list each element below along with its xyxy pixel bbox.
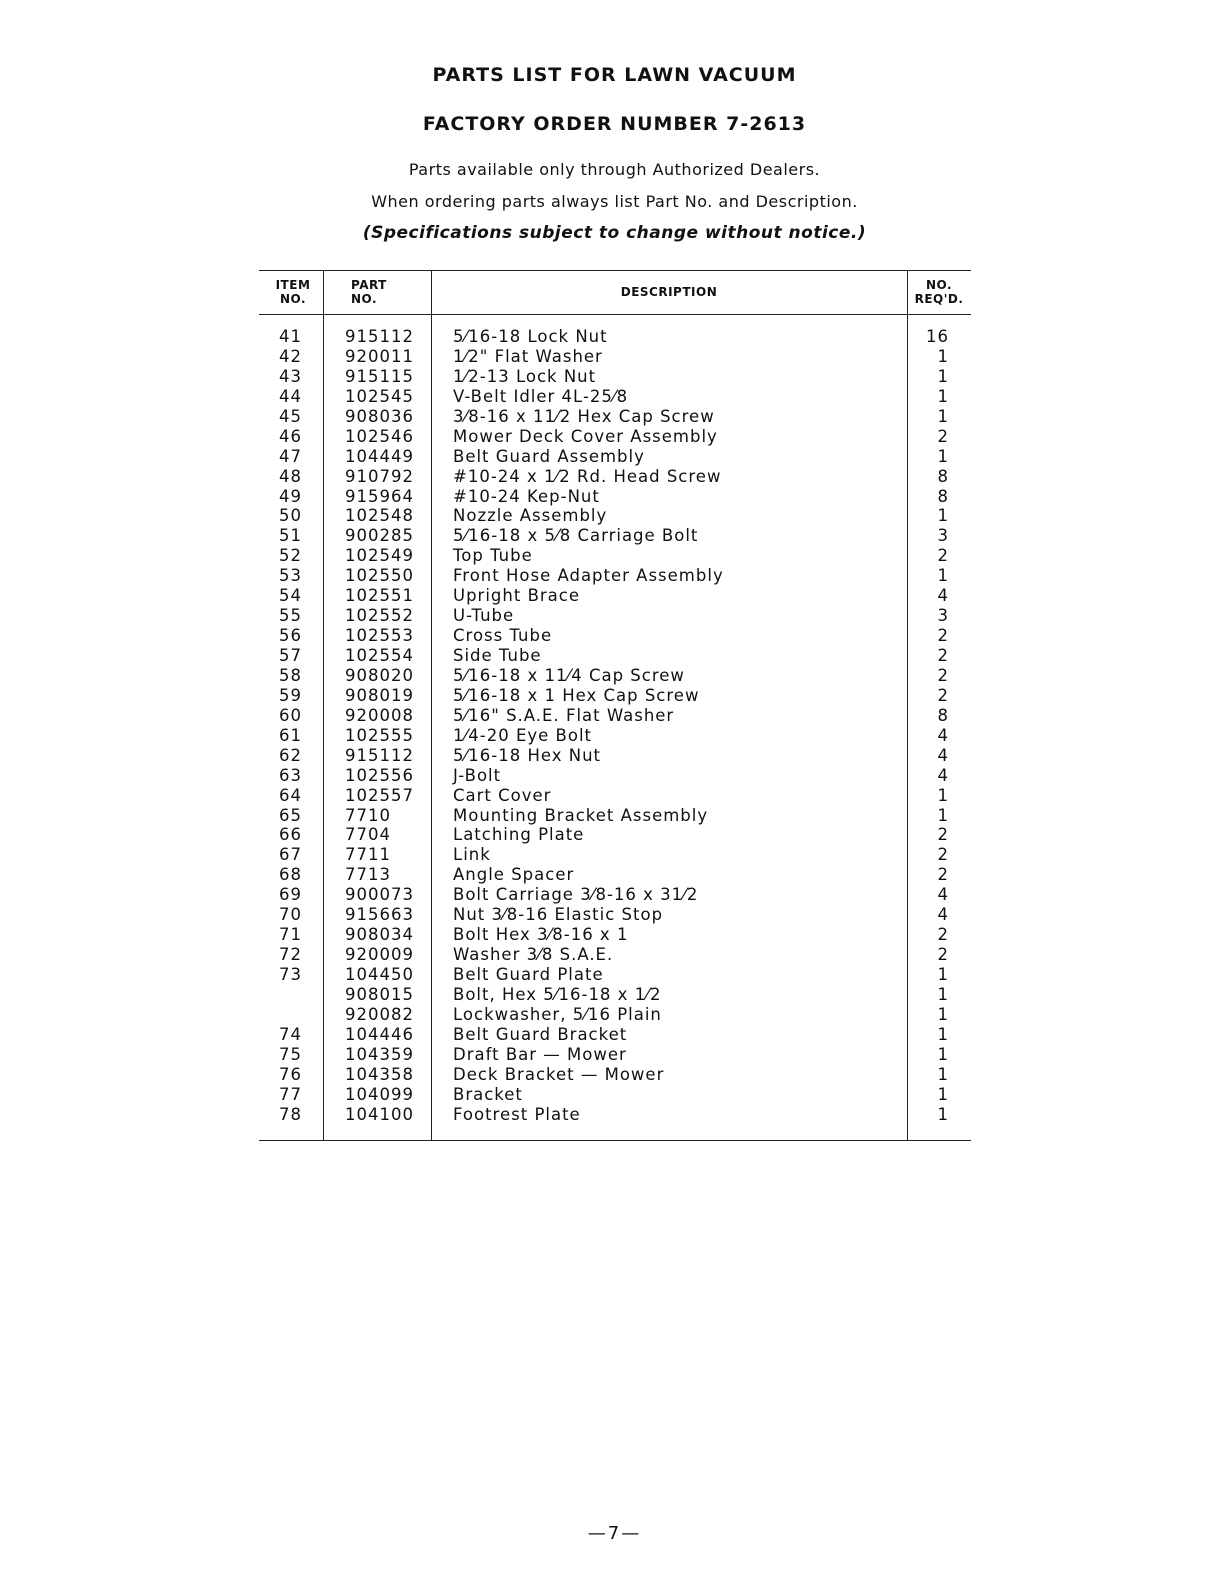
item-no-cell: 49 — [279, 486, 302, 506]
header-item-no: ITEM NO. — [275, 278, 311, 306]
part-no-cell: 915663 — [345, 905, 414, 925]
table-row — [259, 985, 971, 1005]
item-no-cell: 50 — [279, 506, 302, 526]
dealer-note: Parts available only through Authorized Dealers. — [408, 160, 821, 179]
table-row — [259, 865, 971, 885]
qty-cell: 8 — [937, 705, 949, 725]
item-no-cell: 73 — [279, 965, 302, 984]
part-no-cell: 104099 — [345, 1084, 414, 1104]
header-part-no: PART NO. — [351, 278, 387, 306]
table-row — [259, 706, 971, 726]
table-row — [259, 447, 971, 467]
table-row — [259, 467, 971, 487]
table-row — [259, 1025, 971, 1045]
qty-cell: 16 — [926, 327, 949, 346]
table-row — [259, 546, 971, 566]
page-title: PARTS LIST FOR LAWN VACUUM — [432, 64, 797, 86]
description-cell: 5⁄16-18 Hex Nut — [453, 745, 601, 765]
item-no-cell: 45 — [279, 406, 302, 426]
description-cell: Mower Deck Cover Assembly — [453, 426, 718, 446]
part-no-cell: 102554 — [345, 646, 414, 665]
part-no-cell: 104100 — [345, 1104, 414, 1124]
item-no-cell: 51 — [279, 526, 302, 546]
qty-cell: 2 — [937, 825, 949, 845]
item-no-cell: 63 — [279, 765, 302, 785]
description-cell: U-Tube — [453, 606, 515, 626]
description-cell: J-Bolt — [453, 765, 502, 785]
description-cell: 5⁄16-18 x 5⁄8 Carriage Bolt — [453, 526, 699, 546]
qty-cell: 2 — [937, 646, 949, 665]
description-cell: #10-24 Kep-Nut — [453, 486, 600, 506]
description-cell: Link — [453, 845, 491, 865]
item-no-cell: 64 — [279, 785, 302, 805]
description-cell: Bolt Carriage 3⁄8-16 x 31⁄2 — [453, 885, 699, 905]
description-cell: 1⁄2" Flat Washer — [453, 346, 603, 366]
item-no-cell: 70 — [279, 905, 302, 925]
item-no-cell: 60 — [279, 705, 302, 725]
part-no-cell: 900285 — [345, 526, 414, 546]
description-cell: 5⁄16-18 x 1 Hex Cap Screw — [453, 685, 700, 705]
part-no-cell: 102553 — [345, 626, 414, 646]
qty-cell: 1 — [937, 805, 949, 825]
item-no-cell: 54 — [279, 586, 302, 606]
description-cell: Belt Guard Assembly — [453, 446, 645, 466]
table-row — [259, 646, 971, 666]
item-no-cell: 52 — [279, 546, 302, 566]
qty-cell: 2 — [937, 665, 949, 685]
table-row — [259, 1105, 971, 1125]
part-no-cell: 104359 — [345, 1044, 414, 1064]
qty-cell: 2 — [937, 546, 949, 566]
description-cell: Deck Bracket — Mower — [453, 1064, 665, 1084]
qty-cell: 4 — [937, 745, 949, 765]
item-no-cell: 61 — [279, 725, 302, 745]
qty-cell: 2 — [937, 925, 949, 945]
item-no-cell: 72 — [279, 945, 302, 965]
part-no-cell: 102548 — [345, 506, 414, 526]
ordering-note: When ordering parts always list Part No. and Description. — [371, 192, 858, 211]
table-row — [259, 825, 971, 845]
description-cell: Washer 3⁄8 S.A.E. — [453, 945, 614, 965]
parts-rows — [259, 327, 971, 1125]
qty-cell: 2 — [937, 845, 949, 865]
item-no-cell: 75 — [279, 1044, 302, 1064]
description-cell: Top Tube — [453, 546, 533, 566]
qty-cell: 4 — [937, 725, 949, 745]
table-row — [259, 487, 971, 507]
parts-table — [259, 270, 971, 1142]
item-no-cell: 68 — [279, 865, 302, 885]
part-no-cell: 102556 — [345, 765, 414, 785]
item-no-cell: 74 — [279, 1024, 302, 1044]
table-row — [259, 806, 971, 826]
table-header-rule — [259, 314, 971, 315]
part-no-cell: 102551 — [345, 586, 414, 606]
item-no-cell: 53 — [279, 566, 302, 586]
description-cell: Upright Brace — [453, 586, 581, 606]
table-row — [259, 746, 971, 766]
description-cell: Cross Tube — [453, 626, 553, 646]
qty-cell: 8 — [937, 486, 949, 506]
item-no-cell: 62 — [279, 745, 302, 765]
part-no-cell: 908036 — [345, 406, 414, 426]
part-no-cell: 908015 — [345, 984, 414, 1004]
part-no-cell: 915112 — [345, 327, 414, 346]
table-bottom-rule — [259, 1140, 971, 1141]
part-no-cell: 104358 — [345, 1064, 414, 1084]
item-no-cell: 42 — [279, 346, 302, 366]
qty-cell: 4 — [937, 885, 949, 905]
qty-cell: 1 — [937, 1104, 949, 1124]
header-description: DESCRIPTION — [620, 285, 718, 299]
item-no-cell: 43 — [279, 366, 302, 386]
qty-cell: 1 — [937, 984, 949, 1004]
part-no-cell: 920011 — [345, 346, 414, 366]
part-no-cell: 915115 — [345, 366, 414, 386]
table-row — [259, 506, 971, 526]
part-no-cell: 920009 — [345, 945, 414, 965]
item-no-cell: 56 — [279, 626, 302, 646]
part-no-cell: 102549 — [345, 546, 414, 566]
description-cell: Bolt, Hex 5⁄16-18 x 1⁄2 — [453, 984, 662, 1004]
table-row — [259, 766, 971, 786]
item-no-cell: 76 — [279, 1064, 302, 1084]
description-cell: Nozzle Assembly — [453, 506, 608, 526]
qty-cell: 4 — [937, 765, 949, 785]
part-no-cell: 104450 — [345, 965, 414, 984]
item-no-cell: 57 — [279, 646, 302, 665]
part-no-cell: 102545 — [345, 386, 414, 406]
description-cell: Mounting Bracket Assembly — [453, 805, 709, 825]
description-cell: Belt Guard Bracket — [453, 1024, 628, 1044]
qty-cell: 2 — [937, 426, 949, 446]
table-row — [259, 845, 971, 865]
part-no-cell: 908034 — [345, 925, 414, 945]
item-no-cell: 41 — [279, 327, 302, 346]
qty-cell: 3 — [937, 526, 949, 546]
description-cell: Front Hose Adapter Assembly — [453, 566, 724, 586]
qty-cell: 1 — [937, 446, 949, 466]
table-row — [259, 367, 971, 387]
part-no-cell: 102555 — [345, 725, 414, 745]
item-no-cell: 44 — [279, 386, 302, 406]
qty-cell: 2 — [937, 945, 949, 965]
page-number: —7— — [587, 1523, 642, 1544]
table-row — [259, 427, 971, 447]
description-cell: Draft Bar — Mower — [453, 1044, 627, 1064]
table-row — [259, 965, 971, 985]
description-cell: Cart Cover — [453, 785, 552, 805]
part-no-cell: 915112 — [345, 745, 414, 765]
factory-order-number: FACTORY ORDER NUMBER 7-2613 — [422, 113, 807, 135]
part-no-cell: 920008 — [345, 705, 414, 725]
part-no-cell: 102546 — [345, 426, 414, 446]
description-cell: 1⁄2-13 Lock Nut — [453, 366, 597, 386]
part-no-cell: 102557 — [345, 785, 414, 805]
part-no-cell: 908019 — [345, 685, 414, 705]
part-no-cell: 915964 — [345, 486, 414, 506]
qty-cell: 3 — [937, 606, 949, 626]
table-row — [259, 526, 971, 546]
part-no-cell: 104449 — [345, 446, 414, 466]
description-cell: V-Belt Idler 4L-25⁄8 — [453, 386, 629, 406]
description-cell: Nut 3⁄8-16 Elastic Stop — [453, 905, 664, 925]
description-cell: #10-24 x 1⁄2 Rd. Head Screw — [453, 466, 722, 486]
part-no-cell: 7713 — [345, 865, 391, 885]
table-row — [259, 626, 971, 646]
part-no-cell: 910792 — [345, 466, 414, 486]
qty-cell: 1 — [937, 366, 949, 386]
qty-cell: 1 — [937, 506, 949, 526]
item-no-cell: 46 — [279, 426, 302, 446]
description-cell: 5⁄16" S.A.E. Flat Washer — [453, 705, 675, 725]
item-no-cell: 77 — [279, 1084, 302, 1104]
item-no-cell: 67 — [279, 845, 302, 865]
part-no-cell: 7710 — [345, 805, 391, 825]
qty-cell: 2 — [937, 865, 949, 885]
item-no-cell: 55 — [279, 606, 302, 626]
item-no-cell: 66 — [279, 825, 302, 845]
description-cell: Bracket — [453, 1084, 523, 1104]
description-cell: 1⁄4-20 Eye Bolt — [453, 725, 592, 745]
qty-cell: 1 — [937, 386, 949, 406]
table-row — [259, 1065, 971, 1085]
qty-cell: 1 — [937, 1064, 949, 1084]
item-no-cell: 48 — [279, 466, 302, 486]
table-row — [259, 586, 971, 606]
part-no-cell: 102550 — [345, 566, 414, 586]
table-row — [259, 905, 971, 925]
table-row — [259, 407, 971, 427]
table-row — [259, 786, 971, 806]
part-no-cell: 908020 — [345, 665, 414, 685]
table-row — [259, 347, 971, 367]
table-row — [259, 387, 971, 407]
table-row — [259, 1045, 971, 1065]
part-no-cell: 104446 — [345, 1024, 414, 1044]
description-cell: Belt Guard Plate — [453, 965, 604, 984]
header-no-reqd: NO. REQ'D. — [914, 278, 964, 306]
specifications-note: (Specifications subject to change without notice.) — [362, 223, 867, 243]
table-row — [259, 686, 971, 706]
qty-cell: 1 — [937, 566, 949, 586]
table-row — [259, 606, 971, 626]
item-no-cell: 69 — [279, 885, 302, 905]
table-row — [259, 566, 971, 586]
item-no-cell: 47 — [279, 446, 302, 466]
table-top-rule — [259, 270, 971, 271]
qty-cell: 1 — [937, 346, 949, 366]
qty-cell: 4 — [937, 905, 949, 925]
qty-cell: 2 — [937, 626, 949, 646]
description-cell: 5⁄16-18 Lock Nut — [453, 327, 608, 346]
qty-cell: 4 — [937, 586, 949, 606]
table-row — [259, 666, 971, 686]
qty-cell: 1 — [937, 785, 949, 805]
qty-cell: 1 — [937, 1004, 949, 1024]
qty-cell: 1 — [937, 1024, 949, 1044]
table-row — [259, 945, 971, 965]
table-row — [259, 726, 971, 746]
item-no-cell: 65 — [279, 805, 302, 825]
item-no-cell: 58 — [279, 665, 302, 685]
part-no-cell: 102552 — [345, 606, 414, 626]
table-row — [259, 1005, 971, 1025]
qty-cell: 2 — [937, 685, 949, 705]
table-row — [259, 1085, 971, 1105]
description-cell: 5⁄16-18 x 11⁄4 Cap Screw — [453, 665, 685, 685]
part-no-cell: 920082 — [345, 1004, 414, 1024]
description-cell: Latching Plate — [453, 825, 585, 845]
description-cell: Angle Spacer — [453, 865, 575, 885]
table-row — [259, 327, 971, 347]
description-cell: Lockwasher, 5⁄16 Plain — [453, 1004, 662, 1024]
description-cell: Bolt Hex 3⁄8-16 x 1 — [453, 925, 629, 945]
table-row — [259, 885, 971, 905]
qty-cell: 1 — [937, 1044, 949, 1064]
item-no-cell: 71 — [279, 925, 302, 945]
item-no-cell: 78 — [279, 1104, 302, 1124]
qty-cell: 1 — [937, 406, 949, 426]
part-no-cell: 7704 — [345, 825, 391, 845]
item-no-cell: 59 — [279, 685, 302, 705]
description-cell: Side Tube — [453, 646, 542, 665]
qty-cell: 8 — [937, 466, 949, 486]
part-no-cell: 7711 — [345, 845, 391, 865]
description-cell: Footrest Plate — [453, 1104, 581, 1124]
qty-cell: 1 — [937, 1084, 949, 1104]
table-row — [259, 925, 971, 945]
description-cell: 3⁄8-16 x 11⁄2 Hex Cap Screw — [453, 406, 715, 426]
qty-cell: 1 — [937, 965, 949, 984]
part-no-cell: 900073 — [345, 885, 414, 905]
